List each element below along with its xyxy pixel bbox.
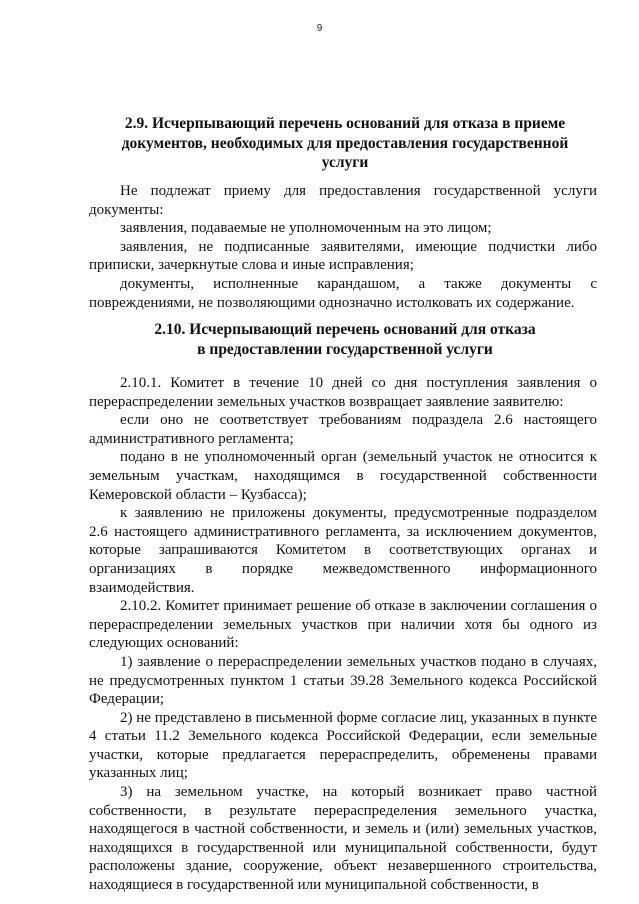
paragraph: к заявлению не приложены документы, предусмотренные подразделом 2.6 настоящего административного регламента, за исключением документов, которые запрашиваются Комитетом в соответствующих органах и организациях в порядке межведомственного информационного взаимодействия.: [89, 505, 597, 596]
section-2-9-body: [89, 182, 597, 312]
paragraph: 2) не представлено в письменной форме согласие лиц, указанных в пункте 4 статьи 11.2 Земельного кодекса Российской Федерации, если земельные участки, которые предлагается перераспределить, обременены правами указанных лиц;: [89, 709, 597, 782]
page-number: 9: [316, 23, 323, 34]
paragraph: заявления, подаваемые не уполномоченным на это лицом;: [120, 220, 492, 237]
section-2-10-heading-line2: в предоставлении государственной услуги: [197, 340, 493, 358]
paragraph: подано в не уполномоченный орган (земельный участок не относится к земельным участкам, находящимся в государственной собственности Кемеровской области – Кузбасса);: [89, 449, 597, 503]
paragraph: Не подлежат приему для предоставления государственной услуги документы:: [89, 183, 597, 218]
paragraph: 3) на земельном участке, на который возникает право частной собственности, в результате перераспределения земельного участка, находящегося в частной собственности, и земель и (или) земельных участков, находящихся в государственной или муниципальной собственности, будут расположены здание, сооружение, объект незавершенного строительства, находящиеся в государственной или муниципальной собственности, в: [89, 784, 597, 894]
paragraph: 2.10.2. Комитет принимает решение об отказе в заключении соглашения о перераспределении земельных участков при наличии хотя бы одного из следующих оснований:: [89, 598, 597, 652]
paragraph: заявления, не подписанные заявителями, имеющие подчистки либо приписки, зачеркнутые слова и иные исправления;: [89, 238, 597, 274]
section-2-10-body: [89, 374, 597, 895]
paragraph: если оно не соответствует требованиям подраздела 2.6 настоящего административного регламента;: [89, 412, 597, 447]
section-2-10-heading-line1: 2.10. Исчерпывающий перечень оснований для отказа: [154, 321, 536, 338]
section-2-10-heading: [100, 320, 590, 359]
paragraph: 2.10.1. Комитет в течение 10 дней со дня поступления заявления о перераспределении земельных участков возвращает заявление заявителю:: [89, 375, 597, 410]
paragraph: 1) заявление о перераспределении земельных участков подано в случаях, не предусмотренных пунктом 1 статьи 39.28 Земельного кодекса Российской Федерации;: [89, 653, 597, 708]
paragraph: документы, исполненные карандашом, а также документы с повреждениями, не позволяющими однозначно истолковать их содержание.: [89, 275, 597, 311]
section-2-9-heading: 2.9. Исчерпывающий перечень оснований для отказа в приеме документов, необходимых для предоставления государственной услуги: [121, 115, 569, 171]
